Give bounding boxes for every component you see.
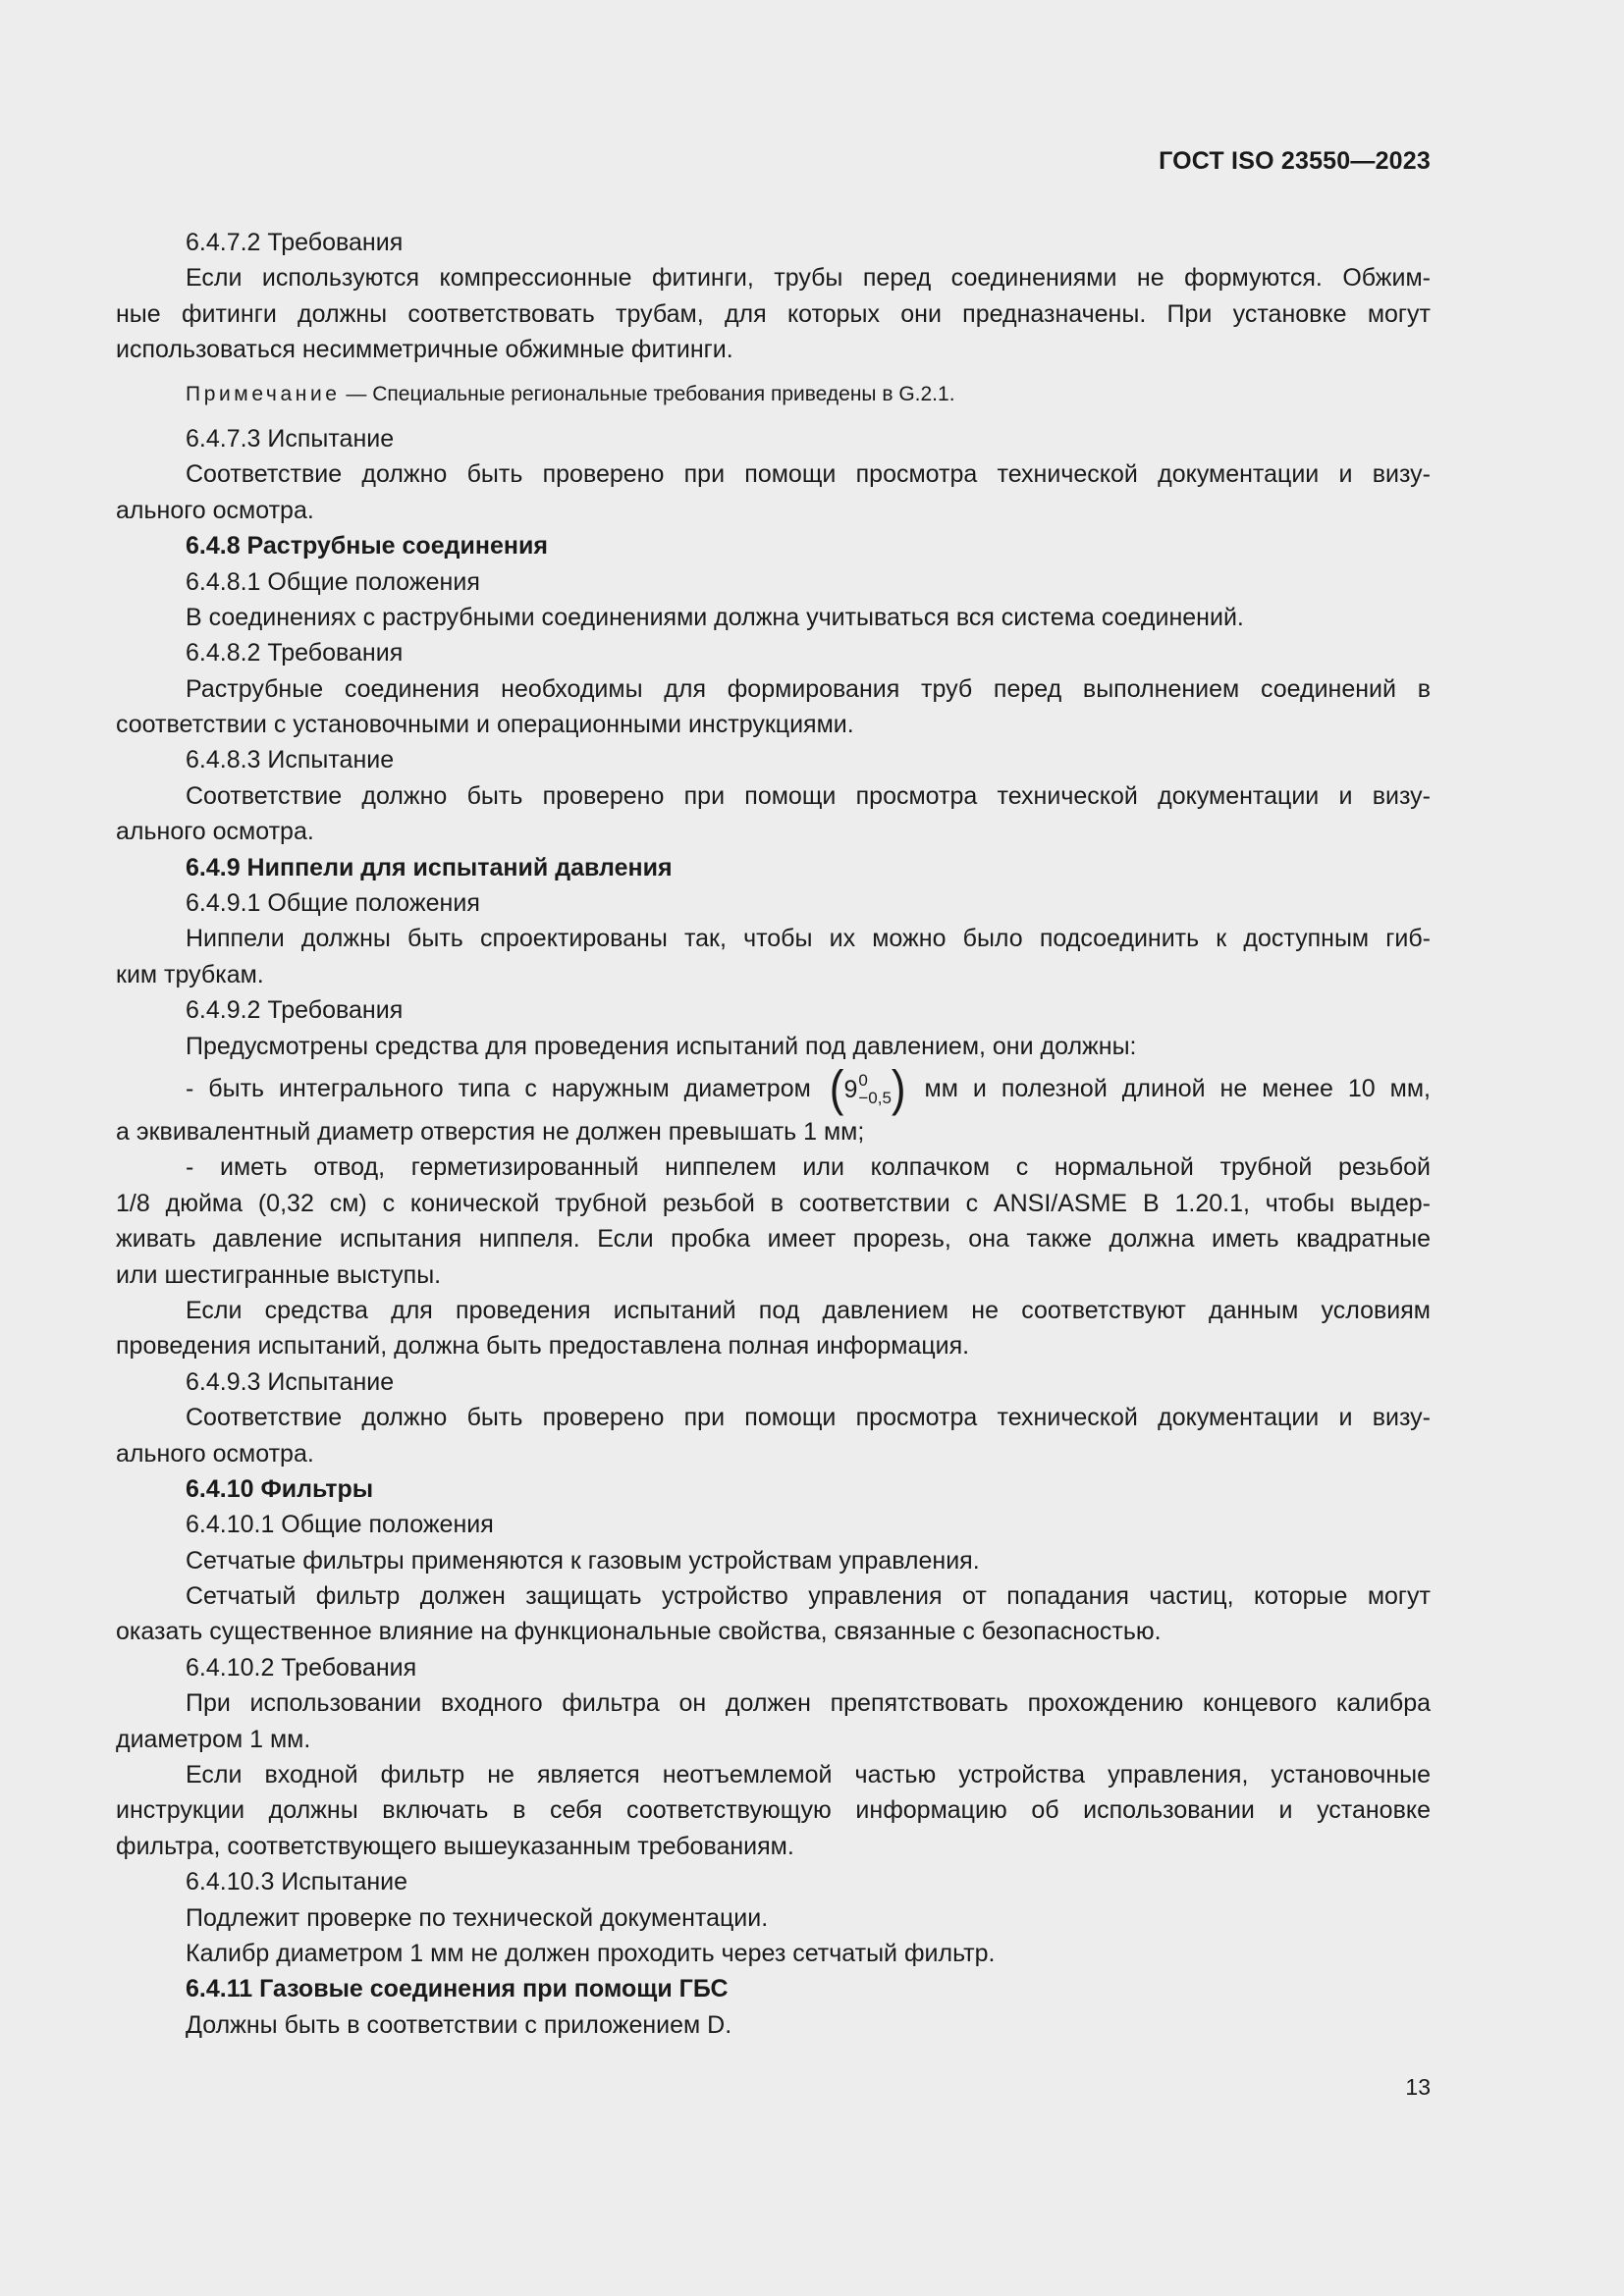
- tolerance-lower: −0,5: [858, 1089, 892, 1108]
- subsection-title: 6.4.9.3 Испытание: [186, 1367, 395, 1396]
- paragraph-line: Если входной фильтр не является неотъемлемой частью устройства управления, установочные: [186, 1761, 1431, 1789]
- document-body: [116, 225, 1431, 2043]
- paragraph-line: фильтра, соответствующего вышеуказанным требованиям.: [116, 1832, 794, 1860]
- paragraph-line: Соответствие должно быть проверено при помощи просмотра технической документации и визу-: [186, 460, 1431, 489]
- right-paren: ): [891, 1061, 906, 1117]
- note: [116, 377, 1431, 412]
- left-paren: (: [829, 1061, 844, 1117]
- paragraph-line: оказать существенное влияние на функциональные свойства, связанные с безопасностью.: [116, 1618, 1162, 1646]
- paragraph-line: Должны быть в соответствии с приложением D.: [186, 2010, 732, 2039]
- paragraph-line: Раструбные соединения необходимы для формирования труб перед выполнением соединений в: [186, 674, 1431, 703]
- paragraph-line: диаметром 1 мм.: [116, 1725, 311, 1753]
- paragraph-line: ные фитинги должны соответствовать трубам, для которых они предназначены. При установке могут: [116, 299, 1431, 328]
- paragraph-line: Соответствие должно быть проверено при помощи просмотра технической документации и визу-: [186, 1404, 1431, 1432]
- list-item-text: - быть интегрального типа с наружным диаметром: [186, 1074, 811, 1102]
- paragraph-line: Сетчатые фильтры применяются к газовым устройствам управления.: [186, 1546, 980, 1575]
- tolerance-upper: 0: [858, 1071, 868, 1091]
- paragraph-line: 1/8 дюйма (0,32 см) с конической трубной резьбой в соответствии с ANSI/ASME B 1.20.1, чтобы выдер-: [116, 1189, 1431, 1217]
- tolerance-base: 9: [843, 1075, 858, 1103]
- paragraph-line: ального осмотра.: [116, 818, 314, 846]
- paragraph-line: или шестигранные выступы.: [116, 1260, 442, 1289]
- paragraph-line: инструкции должны включать в себя соответствующую информацию об использовании и установке: [116, 1796, 1431, 1825]
- section-heading: 6.4.8 Раструбные соединения: [186, 532, 548, 561]
- paragraph-line: Подлежит проверке по технической документации.: [186, 1903, 769, 1932]
- list-item-line: - иметь отвод, герметизированный ниппелем или колпачком с нормальной трубной резьбой: [186, 1153, 1431, 1182]
- subsection-title: 6.4.8.3 Испытание: [186, 746, 395, 774]
- paragraph-line: использоваться несимметричные обжимные фитинги.: [116, 336, 733, 364]
- section-heading: 6.4.9 Ниппели для испытаний давления: [186, 853, 673, 881]
- paragraph-line: Калибр диаметром 1 мм не должен проходить через сетчатый фильтр.: [186, 1939, 996, 1967]
- subsection-title: 6.4.8.1 Общие положения: [186, 567, 480, 596]
- paragraph-line: Соответствие должно быть проверено при помощи просмотра технической документации и визу-: [186, 781, 1431, 810]
- document-header: ГОСТ ISO 23550—2023: [1159, 147, 1431, 175]
- paragraph-line: Сетчатый фильтр должен защищать устройство управления от попадания частиц, которые могут: [186, 1582, 1431, 1611]
- paragraph-line: При использовании входного фильтра он должен препятствовать прохождению концевого калибра: [186, 1689, 1431, 1718]
- section-heading: 6.4.11 Газовые соединения при помощи ГБС: [186, 1975, 729, 2003]
- page-number: 13: [1405, 2074, 1431, 2100]
- list-item-text: мм и полезной длиной не менее 10 мм,: [924, 1074, 1432, 1102]
- subsection-title: 6.4.7.2 Требования: [186, 229, 404, 256]
- section-heading: 6.4.10 Фильтры: [186, 1474, 374, 1503]
- paragraph-line: соответствии с установочными и операционными инструкциями.: [116, 711, 854, 739]
- subsection-title: 6.4.10.2 Требования: [186, 1653, 417, 1682]
- subsection-title: 6.4.10.1 Общие положения: [186, 1511, 494, 1539]
- paragraph-line: ального осмотра.: [116, 496, 314, 524]
- paragraph-line: ального осмотра.: [116, 1439, 314, 1468]
- paragraph-line: Ниппели должны быть спроектированы так, чтобы их можно было подсоединить к доступным гиб-: [186, 925, 1431, 953]
- paragraph-line: Предусмотрены средства для проведения испытаний под давлением, они должны:: [186, 1032, 1137, 1060]
- subsection-title: 6.4.8.2 Требования: [186, 639, 404, 667]
- subsection-title: 6.4.7.3 Испытание: [186, 424, 395, 453]
- paragraph-line: В соединениях с раструбными соединениями должна учитываться вся система соединений.: [186, 603, 1244, 631]
- paragraph-line: живать давление испытания ниппеля. Если пробка имеет прорезь, она также должна иметь квадратные: [116, 1225, 1431, 1254]
- paragraph-line: а эквивалентный диаметр отверстия не должен превышать 1 мм;: [116, 1117, 865, 1146]
- subsection-title: 6.4.9.1 Общие положения: [186, 889, 480, 918]
- list-item-line: [116, 1061, 1432, 1117]
- note-text: — Специальные региональные требования приведены в G.2.1.: [340, 382, 955, 405]
- subsection-title: 6.4.9.2 Требования: [186, 996, 404, 1025]
- paragraph-line: Если средства для проведения испытаний под давлением не соответствуют данным условиям: [186, 1296, 1431, 1324]
- subsection-title: 6.4.10.3 Испытание: [186, 1868, 408, 1896]
- note-label: Примечание: [186, 382, 341, 405]
- tolerance-expression: [829, 1061, 906, 1117]
- paragraph-line: ким трубкам.: [116, 960, 264, 988]
- paragraph-line: проведения испытаний, должна быть предоставлена полная информация.: [116, 1332, 970, 1361]
- paragraph-line: Если используются компрессионные фитинги, трубы перед соединениями не формуются. Обжим-: [186, 264, 1431, 293]
